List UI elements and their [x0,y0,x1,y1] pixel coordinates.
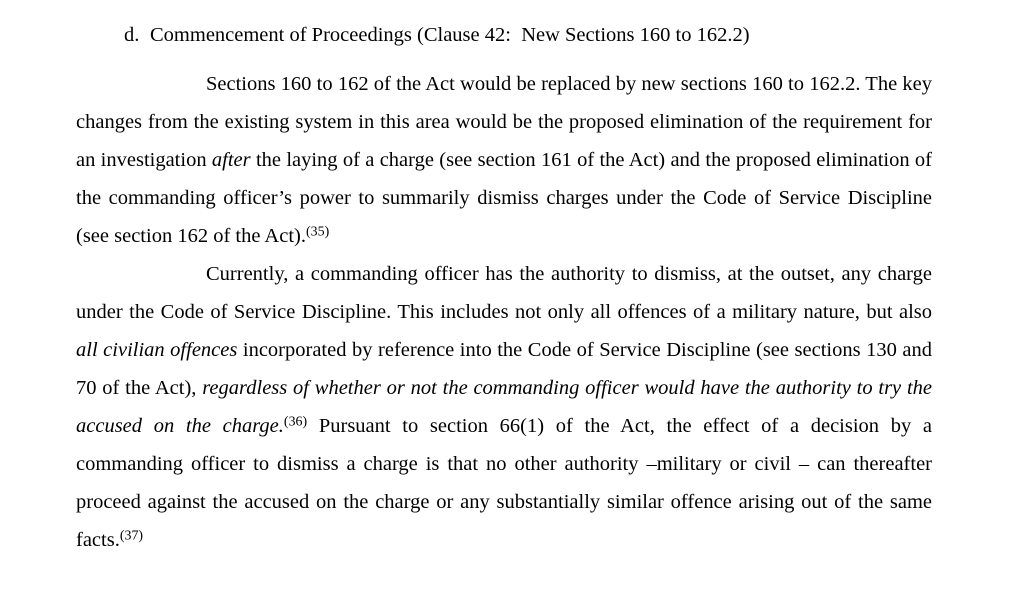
footnote-reference[interactable]: (35) [305,224,330,240]
body-text: Sections 160 to 162 of the Act would be replaced by new sections 160 to 162.2. The key changes from the existing system in this area would be the proposed elimination of the requirement for an investigation [76,73,932,171]
emphasis-text: all civilian offences [76,339,238,361]
page-content [76,16,932,559]
emphasis-text: regardless of whether or not the commanding officer would have the authority to try the accused on the charge. [76,377,932,437]
heading-marker: d. [124,24,140,46]
paragraph-2 [76,255,932,559]
heading-title: Commencement of Proceedings (Clause 42: New Sections 160 to 162.2) [150,24,750,46]
footnote-reference[interactable]: (36) [283,414,308,430]
paragraph-1 [76,65,932,255]
footnote-reference[interactable]: (37) [119,528,144,544]
body-text: the laying of a charge (see section 161 of the Act) and the proposed elimination of the commanding officer’s power to summarily dismiss charges under the Code of Service Discipline (see section 162 of the Act). [76,149,932,247]
body-text: incorporated by reference into the Code of Service Discipline (see sections 130 and 70 of the Act), [76,339,932,399]
body-text: Currently, a commanding officer has the authority to dismiss, at the outset, any charge under the Code of Service Discipline. This includes not only all offences of a military nature, but also [76,263,932,323]
body-text: Pursuant to section 66(1) of the Act, the effect of a decision by a commanding officer to dismiss a charge is that no other authority –military or civil – can thereafter proceed against the accused on the charge or any substantially similar offence arising out of the same facts. [76,415,933,551]
emphasis-text: after [211,149,251,171]
section-heading [76,16,932,54]
